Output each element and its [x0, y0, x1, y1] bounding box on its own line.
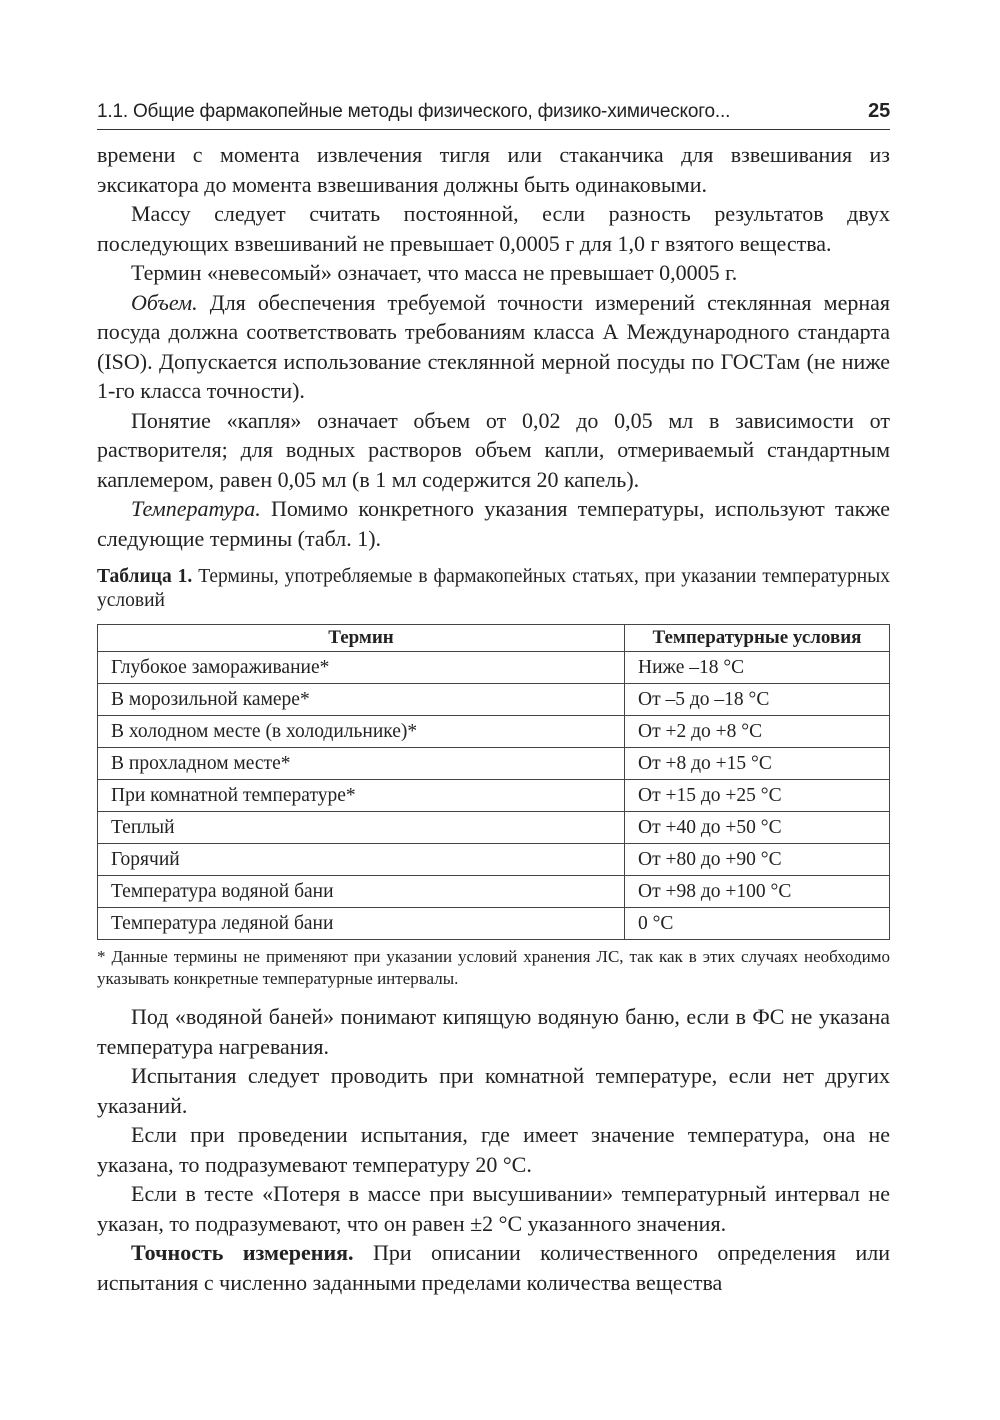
paragraph: Термин «невесомый» означает, что масса не превышает 0,0005 г.	[131, 260, 738, 285]
term-cell: Горячий	[98, 844, 625, 876]
table-row	[98, 684, 890, 716]
table-row	[98, 876, 890, 908]
table-row	[98, 844, 890, 876]
condition-cell: От +40 до +50 °С	[625, 812, 890, 844]
paragraph	[97, 288, 890, 406]
body-text-bottom	[97, 1002, 890, 1297]
condition-cell: От +98 до +100 °С	[625, 876, 890, 908]
condition-cell: Ниже –18 °С	[625, 652, 890, 684]
table-row	[98, 748, 890, 780]
table-caption	[97, 565, 890, 613]
table-footnote: * Данные термины не применяют при указании условий хранения ЛС, так как в этих случаях необходимо указывать конкретные температурные интервалы.	[97, 947, 890, 988]
paragraph: Понятие «капля» означает объем от 0,02 до 0,05 мл в зависимости от растворителя; для водных растворов объем капли, отмериваемый стандартным каплемером, равен 0,05 мл (в 1 мл содержится 20 капель).	[97, 407, 890, 492]
table-row	[98, 780, 890, 812]
term-cell: При комнатной температуре*	[98, 780, 625, 812]
run-in-heading-accuracy: Точность измерения.	[131, 1240, 354, 1265]
table-row	[98, 652, 890, 684]
table-row	[98, 908, 890, 940]
paragraph-text: Для обеспечения требуемой точности измерений стеклянная мерная посуда должна соответствовать требованиям класса А Международного стандарта (ISO). Допускается использование стеклянной мерной посуды по ГОСТам (не ниже 1-го класса точности).	[97, 289, 890, 403]
paragraph	[97, 494, 890, 553]
paragraph: времени с момента извлечения тигля или стаканчика для взвешивания из эксикатора до момента взвешивания должны быть одинаковыми.	[97, 142, 890, 197]
run-in-heading-temperature: Температура.	[131, 496, 261, 521]
column-header-conditions: Температурные условия	[625, 625, 890, 652]
section-title: 1.1. Общие фармакопейные методы физического, физико-химического...	[97, 101, 731, 122]
paragraph	[97, 1238, 890, 1297]
term-cell: Глубокое замораживание*	[98, 652, 625, 684]
body-text-top	[97, 140, 890, 553]
paragraph: Испытания следует проводить при комнатной температуре, если нет других указаний.	[97, 1063, 890, 1118]
paragraph: Если в тесте «Потеря в массе при высушивании» температурный интервал не указан, то подразумевают, что он равен ±2 °С указанного значения.	[97, 1181, 890, 1236]
run-in-heading-volume: Объем.	[131, 289, 198, 315]
paragraph: Массу следует считать постоянной, если разность результатов двух последующих взвешиваний не превышает 0,0005 г для 1,0 г взятого вещества.	[97, 201, 890, 256]
term-cell: Температура ледяной бани	[98, 908, 625, 940]
condition-cell: От –5 до –18 °С	[625, 684, 890, 716]
paragraph-text: Помимо конкретного указания температуры, используют также следующие термины (табл. 1).	[97, 496, 890, 551]
table-caption-label: Таблица 1.	[97, 566, 193, 587]
paragraph: Под «водяной баней» понимают кипящую водяную баню, если в ФС не указана температура нагревания.	[97, 1004, 890, 1059]
table-row	[98, 812, 890, 844]
table-row	[98, 716, 890, 748]
term-cell: В холодном месте (в холодильнике)*	[98, 716, 625, 748]
term-cell: Температура водяной бани	[98, 876, 625, 908]
condition-cell: От +8 до +15 °С	[625, 748, 890, 780]
condition-cell: 0 °С	[625, 908, 890, 940]
table-caption-text: Термины, употребляемые в фармакопейных статьях, при указании температурных условий	[97, 566, 890, 611]
condition-cell: От +80 до +90 °С	[625, 844, 890, 876]
temperature-terms-table	[97, 624, 890, 940]
paragraph-text: При описании количественного определения или испытания с численно заданными пределами количества вещества	[97, 1240, 890, 1295]
running-header	[97, 100, 890, 130]
term-cell: Теплый	[98, 812, 625, 844]
condition-cell: От +15 до +25 °С	[625, 780, 890, 812]
term-cell: В прохладном месте*	[98, 748, 625, 780]
page-number: 25	[868, 100, 890, 122]
paragraph: Если при проведении испытания, где имеет значение температура, она не указана, то подразумевают температуру 20 °С.	[97, 1122, 890, 1177]
condition-cell: От +2 до +8 °С	[625, 716, 890, 748]
term-cell: В морозильной камере*	[98, 684, 625, 716]
column-header-term: Термин	[98, 625, 625, 652]
table-header-row	[98, 625, 890, 652]
